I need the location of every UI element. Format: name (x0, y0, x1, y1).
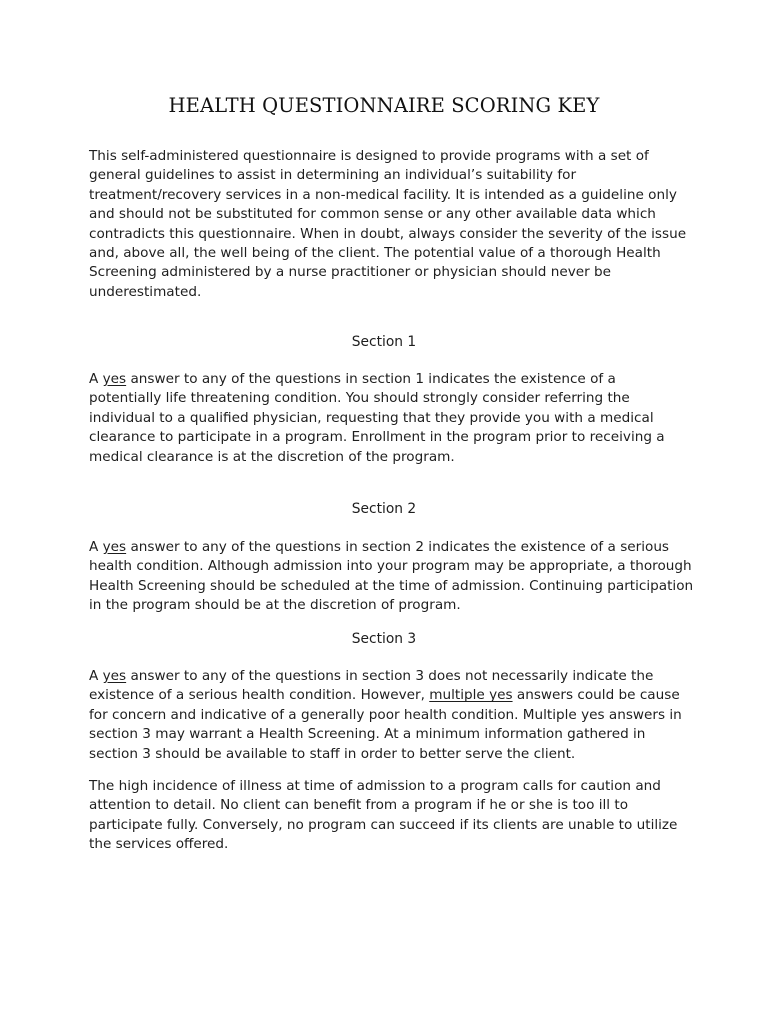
intro-line: Screening administered by a nurse practitioner or physician should never be (89, 264, 612, 281)
intro-line: and, above all, the well being of the client. The potential value of a thorough Health (89, 245, 661, 262)
closing-line: the services offered. (89, 836, 229, 853)
intro-line: general guidelines to assist in determining an individual’s suitability for (89, 167, 577, 184)
multiple-yes-emphasis: multiple yes (429, 687, 513, 704)
section-1-line: clearance to participate in a program. Enrollment in the program prior to receiving a (89, 429, 665, 446)
text-fragment: answer to any of the questions in section 2 indicates the existence of a serious (126, 539, 670, 555)
intro-line: underestimated. (89, 283, 202, 300)
section-1-line: potentially life threatening condition. You should strongly consider referring the (89, 390, 630, 407)
section-2-line: in the program should be at the discretion of program. (89, 597, 461, 614)
section-2-line: Health Screening should be scheduled at the time of admission. Continuing participation (89, 577, 694, 594)
closing-line: The high incidence of illness at time of admission to a program calls for caution and (89, 778, 661, 794)
yes-emphasis: yes (102, 668, 127, 684)
text-fragment: existence of a serious health condition. However, (89, 687, 430, 704)
section-3-line: section 3 should be available to staff in order to better serve the client. (89, 745, 576, 762)
text-fragment: A (89, 539, 103, 555)
intro-line: treatment/recovery services in a non-medical facility. It is intended as a guideline only (89, 186, 677, 203)
document-title: HEALTH QUESTIONNAIRE SCORING KEY (168, 94, 600, 117)
text-fragment: answer to any of the questions in section 3 does not necessarily indicate the (126, 668, 654, 684)
section-3-line (89, 667, 689, 686)
text-fragment: answer to any of the questions in section 1 indicates the existence of a (126, 371, 616, 387)
section-1-paragraph (89, 370, 689, 467)
intro-line: and should not be substituted for common sense or any other available data which (89, 206, 656, 223)
section-2-line (89, 538, 689, 557)
intro-paragraph (89, 147, 689, 302)
closing-line: participate fully. Conversely, no program can succeed if its clients are unable to utilize (89, 816, 678, 833)
yes-emphasis: yes (102, 371, 127, 387)
section-1-line: medical clearance is at the discretion of the program. (89, 448, 455, 465)
section-3-paragraph (89, 667, 689, 764)
closing-line: attention to detail. No client can benefit from a program if he or she is too ill to (89, 797, 629, 814)
section-3-heading: Section 3 (351, 631, 417, 647)
yes-emphasis: yes (102, 539, 127, 555)
text-fragment: A (89, 371, 103, 387)
intro-line: This self-administered questionnaire is designed to provide programs with a set of (89, 148, 649, 164)
section-2-heading: Section 2 (351, 501, 417, 517)
section-3-line: section 3 may warrant a Health Screening. At a minimum information gathered in (89, 726, 646, 743)
section-2-paragraph (89, 538, 694, 616)
section-3-line (89, 686, 689, 705)
section-1-line (89, 370, 689, 389)
section-1-heading: Section 1 (351, 334, 417, 350)
section-2-line: health condition. Although admission into your program may be appropriate, a thorough (89, 558, 692, 575)
intro-line: contradicts this questionnaire. When in doubt, always consider the severity of the issue (89, 225, 687, 242)
section-3-line: for concern and indicative of a generally poor health condition. Multiple yes answers in (89, 706, 682, 723)
section-1-line: individual to a qualified physician, requesting that they provide you with a medical (89, 409, 654, 426)
closing-paragraph (89, 777, 689, 855)
text-fragment: answers could be cause (512, 687, 680, 704)
text-fragment: A (89, 668, 103, 684)
